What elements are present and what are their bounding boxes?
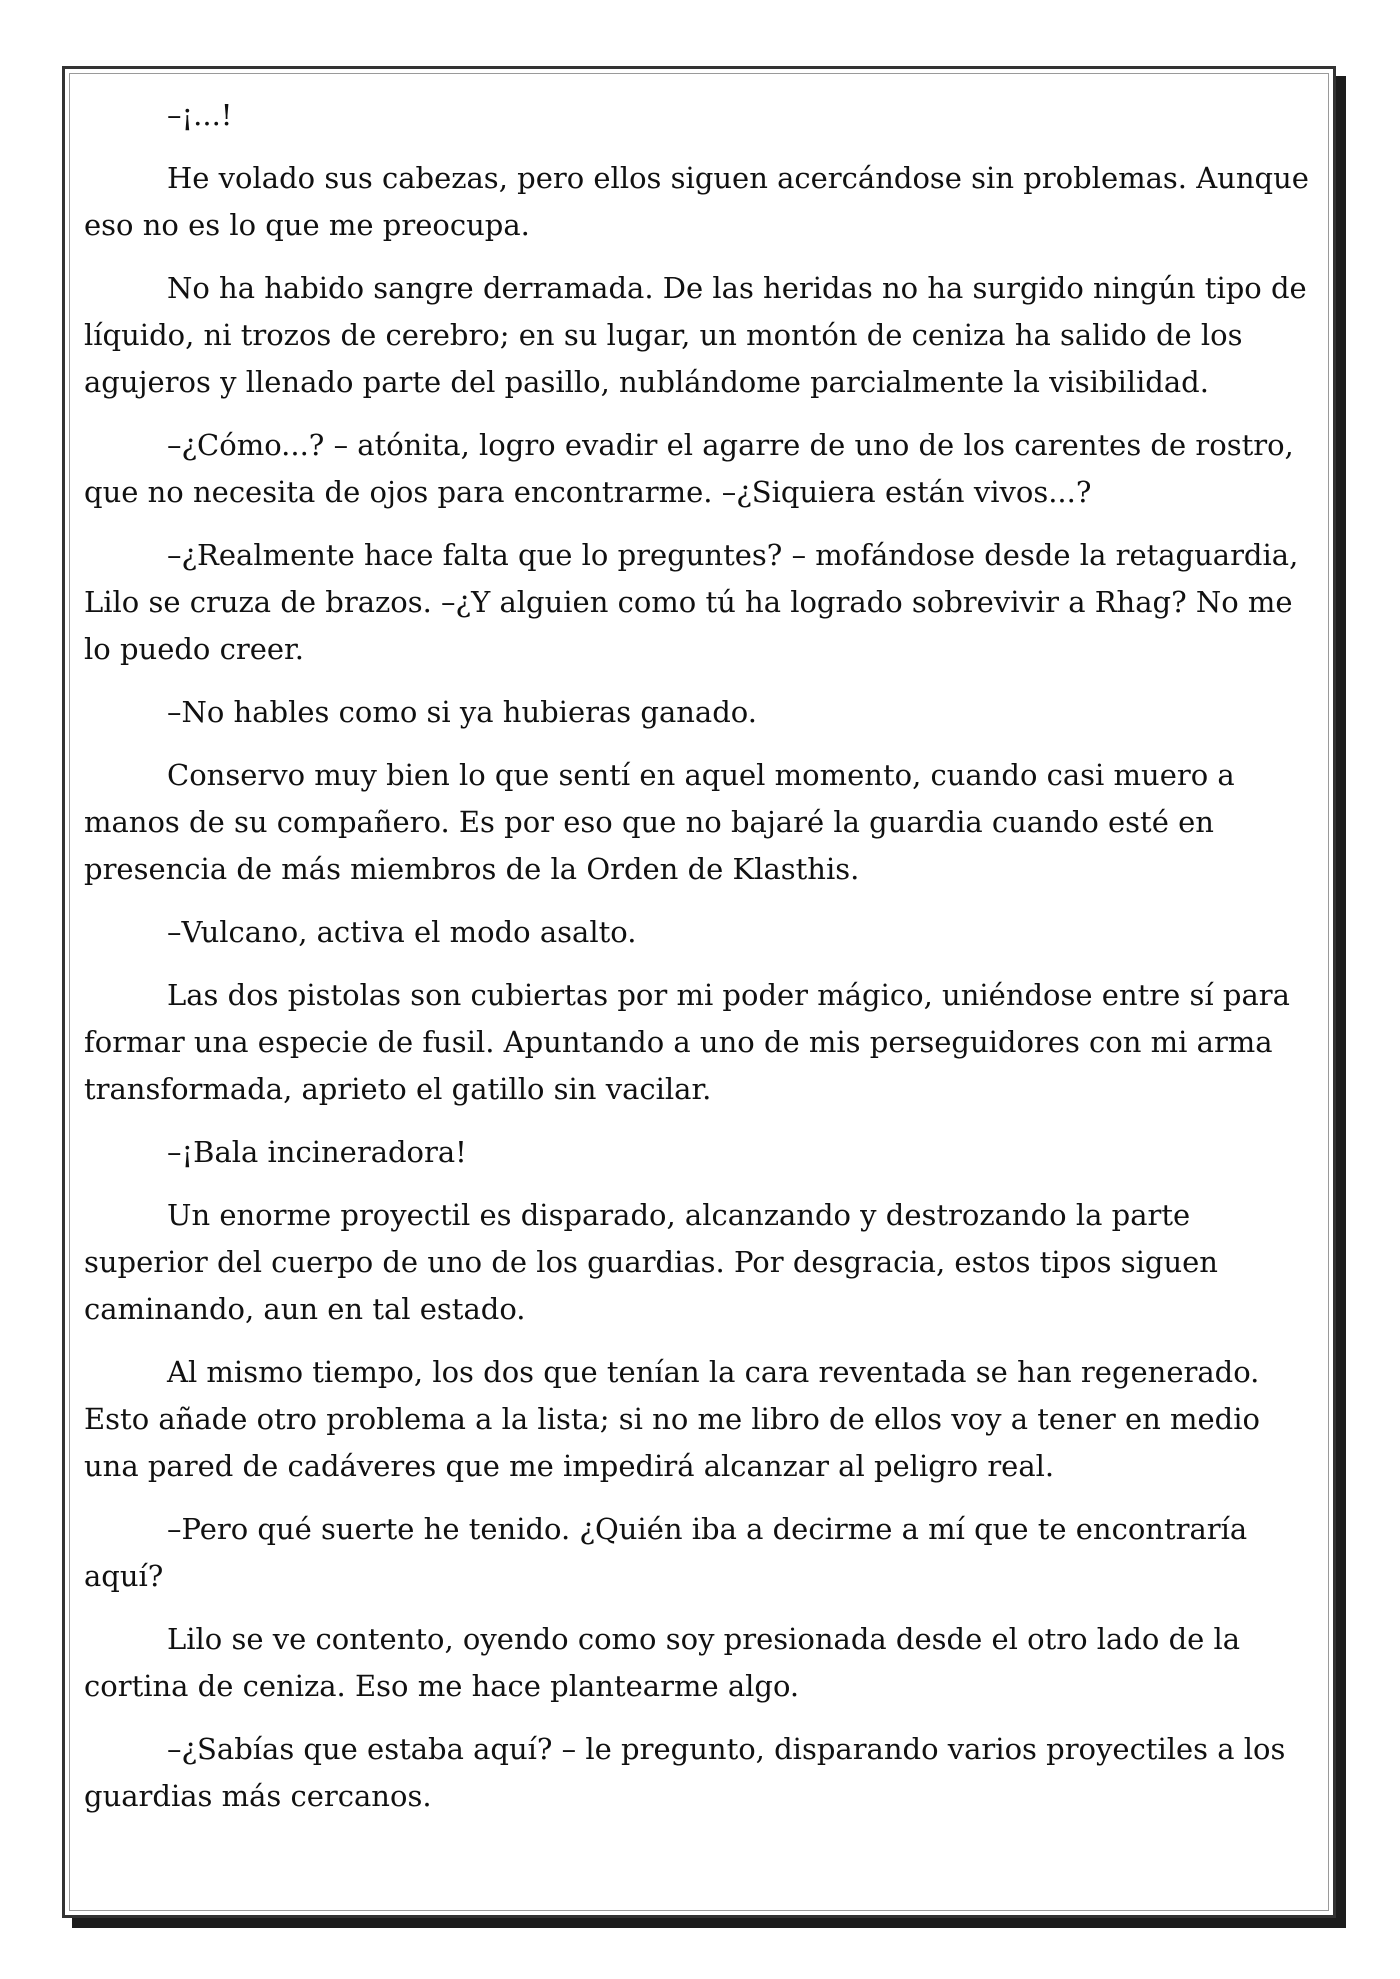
paragraph: No ha habido sangre derramada. De las heridas no ha surgido ningún tipo de líquido, ni trozos de cerebro; en su lugar, un montón de ceniza ha salido de los agujeros y llenado parte del pasillo, nublándome parcialmente la visibilidad.	[84, 271, 1307, 399]
paragraph: –Vulcano, activa el modo asalto.	[167, 915, 637, 949]
paragraph: He volado sus cabezas, pero ellos siguen acercándose sin problemas. Aunque eso no es lo que me preocupa.	[84, 161, 1309, 242]
paragraph: Un enorme proyectil es disparado, alcanzando y destrozando la parte superior del cuerpo de uno de los guardias. Por desgracia, estos tipos siguen caminando, aun en tal estado.	[84, 1198, 1218, 1326]
paragraph: –¿Cómo...? – atónita, logro evadir el agarre de uno de los carentes de rostro, que no necesita de ojos para encontrarme. –¿Siquiera están vivos...?	[84, 428, 1294, 509]
paragraph: Al mismo tiempo, los dos que tenían la cara reventada se han regenerado. Esto añade otro problema a la lista; si no me libro de ellos voy a tener en medio una pared de cadáveres que me impedirá alcanzar al peligro real.	[84, 1355, 1260, 1483]
paragraph: Las dos pistolas son cubiertas por mi poder mágico, uniéndose entre sí para formar una especie de fusil. Apuntando a uno de mis perseguidores con mi arma transformada, aprieto el gatillo sin vacilar.	[84, 978, 1290, 1106]
paragraph: –No hables como si ya hubieras ganado.	[167, 695, 757, 729]
paragraph: –¿Realmente hace falta que lo preguntes? – mofándose desde la retaguardia, Lilo se cruza de brazos. –¿Y alguien como tú ha logrado sobrevivir a Rhag? No me lo puedo creer.	[84, 538, 1299, 666]
document-body	[84, 92, 1316, 1836]
paragraph: Lilo se ve contento, oyendo como soy presionada desde el otro lado de la cortina de ceniza. Eso me hace plantearme algo.	[84, 1622, 1241, 1703]
paragraph: –¡Bala incineradora!	[167, 1135, 467, 1169]
paragraph: –¿Sabías que estaba aquí? – le pregunto, disparando varios proyectiles a los guardias más cercanos.	[84, 1732, 1286, 1813]
paragraph: Conservo muy bien lo que sentí en aquel momento, cuando casi muero a manos de su compañero. Es por eso que no bajaré la guardia cuando esté en presencia de más miembros de la Orden de Klasthis.	[84, 758, 1235, 886]
paragraph: –Pero qué suerte he tenido. ¿Quién iba a decirme a mí que te encontraría aquí?	[84, 1512, 1248, 1593]
paragraph: –¡...!	[167, 98, 233, 132]
